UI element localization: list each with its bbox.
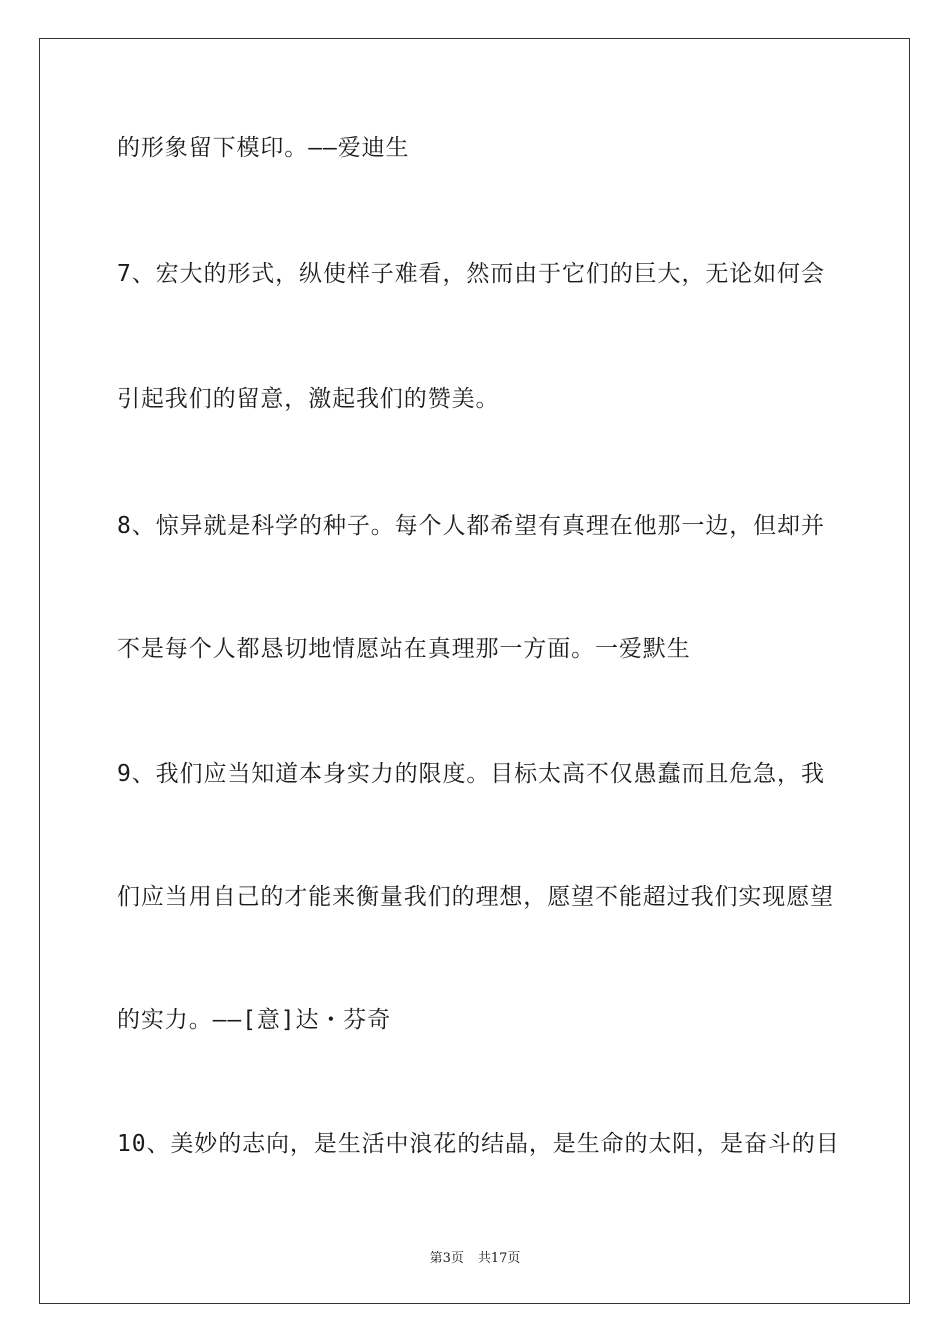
- text-line: 的形象留下模印。——爱迪生: [117, 135, 410, 161]
- page-number: 第3页: [429, 1251, 464, 1266]
- page-border: [39, 38, 910, 1304]
- page-total: 共17页: [477, 1251, 521, 1266]
- page-footer: [0, 1247, 950, 1266]
- text-line: 9、我们应当知道本身实力的限度。目标太高不仅愚蠢而且危急，我: [117, 761, 825, 787]
- text-line: 7、宏大的形式，纵使样子难看，然而由于它们的巨大，无论如何会: [117, 261, 825, 287]
- text-line: 8、惊异就是科学的种子。每个人都希望有真理在他那一边，但却并: [117, 513, 825, 539]
- text-line: 不是每个人都恳切地情愿站在真理那一方面。一爱默生: [117, 636, 691, 662]
- text-line: 引起我们的留意，激起我们的赞美。: [117, 386, 500, 412]
- text-line: 10、美妙的志向，是生活中浪花的结晶，是生命的太阳，是奋斗的目: [117, 1131, 840, 1157]
- text-line: 的实力。——[意]达・芬奇: [117, 1007, 392, 1033]
- text-line: 们应当用自己的才能来衡量我们的理想，愿望不能超过我们实现愿望: [117, 884, 834, 910]
